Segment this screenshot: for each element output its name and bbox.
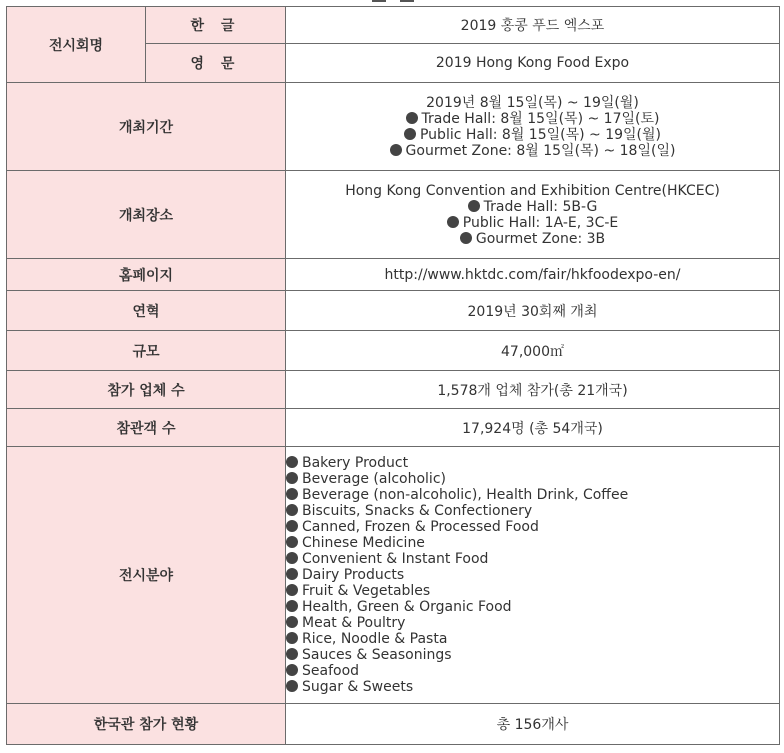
bullet-icon — [286, 584, 298, 596]
list-item: Convenient & Instant Food — [286, 551, 779, 567]
list-item: Biscuits, Snacks & Confectionery — [286, 503, 779, 519]
bullet-icon — [286, 488, 298, 500]
top-border-fragment — [0, 0, 784, 5]
label-visitors: 참관객 수 — [7, 409, 286, 447]
list-item: Bakery Product — [286, 455, 779, 471]
list-item: Fruit & Vegetables — [286, 583, 779, 599]
bullet-icon — [286, 616, 298, 628]
value-korea-pavilion: 총 156개사 — [286, 704, 780, 745]
row-korea-pavilion — [7, 704, 780, 745]
label-period: 개최기간 — [7, 83, 286, 171]
value-period — [286, 83, 780, 171]
row-venue — [7, 171, 780, 259]
list-item: Meat & Poultry — [286, 615, 779, 631]
label-homepage: 홈페이지 — [7, 259, 286, 291]
value-english-name: 2019 Hong Kong Food Expo — [286, 44, 780, 83]
bullet-icon — [468, 200, 480, 212]
row-visitors — [7, 409, 780, 447]
bullet-icon — [286, 472, 298, 484]
bullet-icon — [286, 600, 298, 612]
bullet-icon — [404, 128, 416, 140]
list-item: Dairy Products — [286, 567, 779, 583]
list-item: Sauces & Seasonings — [286, 647, 779, 663]
value-korean-name: 2019 홍콩 푸드 엑스포 — [286, 7, 780, 44]
label-venue: 개최장소 — [7, 171, 286, 259]
period-trade-hall: Trade Hall: 8월 15일(목) ~ 17일(토) — [286, 111, 779, 127]
bullet-icon — [286, 632, 298, 644]
bullet-icon — [286, 552, 298, 564]
value-exhibitors: 1,578개 업체 참가(총 21개국) — [286, 371, 780, 409]
bullet-icon — [286, 536, 298, 548]
label-history: 연혁 — [7, 291, 286, 331]
bullet-icon — [286, 504, 298, 516]
label-english: 영 문 — [146, 44, 286, 83]
bullet-icon — [286, 664, 298, 676]
label-exhibitors: 참가 업체 수 — [7, 371, 286, 409]
venue-gourmet-zone: Gourmet Zone: 3B — [286, 231, 779, 247]
period-public-hall: Public Hall: 8월 15일(목) ~ 19일(월) — [286, 127, 779, 143]
row-history — [7, 291, 780, 331]
label-korean: 한 글 — [146, 7, 286, 44]
row-name-korean — [7, 7, 780, 44]
row-homepage — [7, 259, 780, 291]
list-item: Beverage (alcoholic) — [286, 471, 779, 487]
bullet-icon — [286, 456, 298, 468]
label-korea-pavilion: 한국관 참가 현황 — [7, 704, 286, 745]
venue-trade-hall: Trade Hall: 5B-G — [286, 199, 779, 215]
list-item: Seafood — [286, 663, 779, 679]
row-period — [7, 83, 780, 171]
value-visitors: 17,924명 (총 54개국) — [286, 409, 780, 447]
list-item: Canned, Frozen & Processed Food — [286, 519, 779, 535]
venue-public-hall: Public Hall: 1A-E, 3C-E — [286, 215, 779, 231]
row-scale — [7, 331, 780, 371]
list-item: Chinese Medicine — [286, 535, 779, 551]
bullet-icon — [390, 144, 402, 156]
list-item: Rice, Noodle & Pasta — [286, 631, 779, 647]
categories-list — [286, 447, 780, 704]
row-exhibitors — [7, 371, 780, 409]
venue-main: Hong Kong Convention and Exhibition Centre(HKCEC) — [345, 182, 720, 199]
bullet-icon — [286, 520, 298, 532]
bullet-icon — [460, 232, 472, 244]
value-history: 2019년 30회째 개최 — [286, 291, 780, 331]
bullet-icon — [286, 680, 298, 692]
value-venue — [286, 171, 780, 259]
row-categories — [7, 447, 780, 704]
bullet-icon — [286, 648, 298, 660]
bullet-icon — [406, 112, 418, 124]
label-categories: 전시분야 — [7, 447, 286, 704]
list-item: Health, Green & Organic Food — [286, 599, 779, 615]
label-exhibition-name: 전시회명 — [7, 7, 146, 83]
bullet-icon — [447, 216, 459, 228]
period-main: 2019년 8월 15일(목) ~ 19일(월) — [426, 94, 639, 111]
expo-info-table — [6, 6, 780, 745]
homepage-link[interactable]: http://www.hktdc.com/fair/hkfoodexpo-en/ — [286, 259, 780, 291]
value-scale: 47,000㎡ — [286, 331, 780, 371]
list-item: Beverage (non-alcoholic), Health Drink, Coffee — [286, 487, 779, 503]
bullet-icon — [286, 568, 298, 580]
list-item: Sugar & Sweets — [286, 679, 779, 695]
period-gourmet-zone: Gourmet Zone: 8월 15일(목) ~ 18일(일) — [286, 143, 779, 159]
label-scale: 규모 — [7, 331, 286, 371]
